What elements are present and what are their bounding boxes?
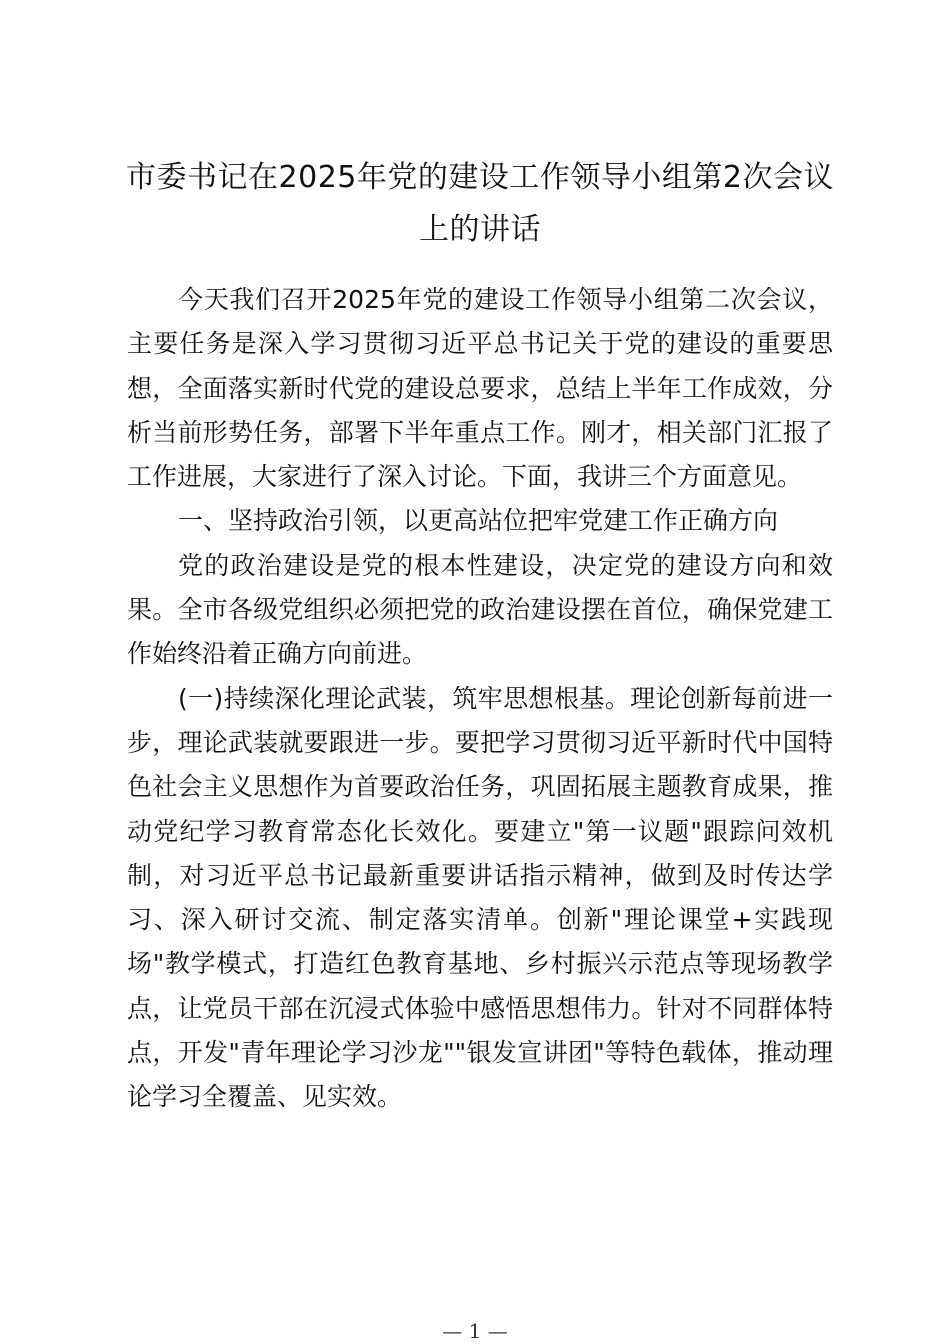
document-title: 市委书记在2025年党的建设工作领导小组第2次会议上的讲话 — [126, 160, 834, 247]
section-1-paragraph: 党的政治建设是党的根本性建设，决定党的建设方向和效果。全市各级党组织必须把党的政治建设摆在首位，确保党建工作始终沿着正确方向前进。 — [127, 550, 833, 669]
intro-paragraph: 今天我们召开2025年党的建设工作领导小组第二次会议，主要任务是深入学习贯彻习近平总书记关于党的建设的重要思想，全面落实新时代党的建设总要求，总结上半年工作成效，分析当前形势任务，部署下半年重点工作。刚才，相关部门汇报了工作进展，大家进行了深入讨论。下面，我讲三个方面意见。 — [127, 285, 833, 492]
section-heading-1: 一、坚持政治引领，以更高站位把牢党建工作正确方向 — [178, 506, 779, 536]
page-number: — 1 — — [442, 1319, 508, 1343]
document-body — [127, 278, 833, 1120]
subsection-1-paragraph: (一)持续深化理论武装，筑牢思想根基。理论创新每前进一步，理论武装就要跟进一步。要把学习贯彻习近平新时代中国特色社会主义思想作为首要政治任务，巩固拓展主题教育成果，推动党纪学习教育常态化长效化。要建立"第一议题"跟踪问效机制，对习近平总书记最新重要讲话指示精神，做到及时传达学习、深入研讨交流、制定落实清单。创新"理论课堂+实践现场"教学模式，打造红色教育基地、乡村振兴示范点等现场教学点，让党员干部在沉浸式体验中感悟思想伟力。针对不同群体特点，开发"青年理论学习沙龙""银发宣讲团"等特色载体，推动理论学习全覆盖、见实效。 — [127, 683, 833, 1112]
